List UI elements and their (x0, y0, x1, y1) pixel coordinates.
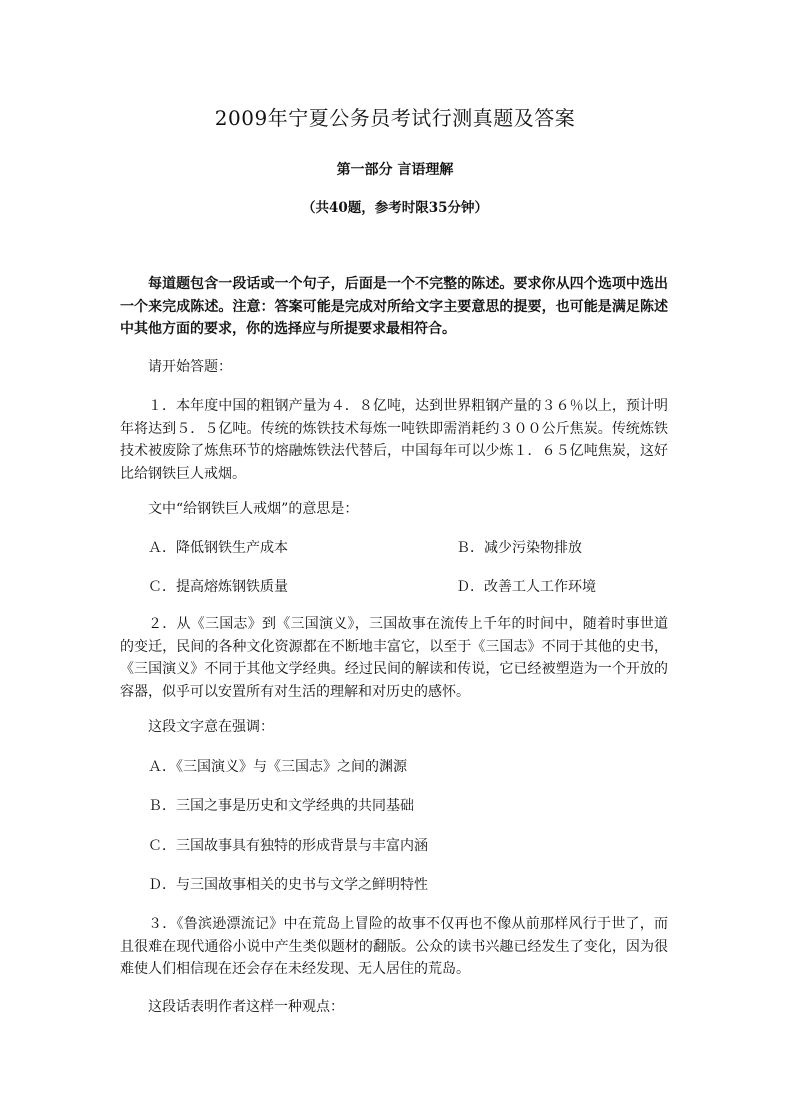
start-prompt: 请开始答题： (148, 359, 232, 375)
question-2-stem: 这段文字意在强调： (148, 719, 274, 735)
question-1-option-c: Ｃ．提高熔炼钢铁质量 (148, 579, 288, 595)
document-title: 2009年宁夏公务员考试行测真题及答案 (214, 106, 576, 130)
part-heading: 第一部分 言语理解 (336, 162, 454, 178)
question-3-stem: 这段话表明作者这样一种观点： (148, 999, 344, 1015)
question-2-option-b: Ｂ．三国之事是历史和文学经典的共同基础 (148, 798, 414, 814)
question-1-passage: １．本年度中国的粗钢产量为４．８亿吨，达到世界粗钢产量的３６％以上，预计明年将达到５．５亿吨。传统的炼铁技术每炼一吨铁即需消耗约３００公斤焦炭。传统炼铁技术被废除了炼焦环节的熔融炼铁法代替后，中国每年可以少炼１．６５亿吨焦炭，这好比给钢铁巨人戒烟。 (120, 398, 668, 482)
question-1-option-b: Ｂ．减少污染物排放 (456, 540, 582, 556)
question-2-option-d: Ｄ．与三国故事相关的史书与文学之鲜明特性 (148, 877, 428, 893)
question-1-option-d: Ｄ．改善工人工作环境 (456, 579, 596, 595)
instructions-paragraph: 每道题包含一段话或一个句子，后面是一个不完整的陈述。要求你从四个选项中选出一个来完成陈述。注意：答案可能是完成对所给文字主要意思的提要，也可能是满足陈述中其他方面的要求，你的选择应与所提要求最相符合。 (120, 276, 668, 337)
question-2-passage: ２．从《三国志》到《三国演义》，三国故事在流传上千年的时间中，随着时事世道的变迁，民间的各种文化资源都在不断地丰富它，以至于《三国志》不同于其他的史书，《三国演义》不同于其他文学经典。经过民间的解读和传说，它已经被塑造为一个开放的容器，似乎可以安置所有对生活的理解和对历史的感怀。 (120, 616, 668, 700)
question-1-option-a: Ａ．降低钢铁生产成本 (148, 540, 288, 556)
question-2-option-a: Ａ．《三国演义》与《三国志》之间的渊源 (148, 759, 407, 775)
question-2-option-c: Ｃ．三国故事具有独特的形成背景与丰富内涵 (148, 838, 428, 854)
question-1-stem: 文中“给钢铁巨人戒烟”的意思是： (148, 501, 359, 517)
question-3-passage: ３．《鲁滨逊漂流记》中在荒岛上冒险的故事不仅再也不像从前那样风行于世了，而且很难在现代通俗小说中产生类似题材的翻版。公众的读书兴趣已经发生了变化，因为很难使人们相信现在还会存在未经发现、无人居住的荒岛。 (120, 916, 668, 977)
part-note: （共40题，参考时限35分钟） (301, 200, 489, 216)
